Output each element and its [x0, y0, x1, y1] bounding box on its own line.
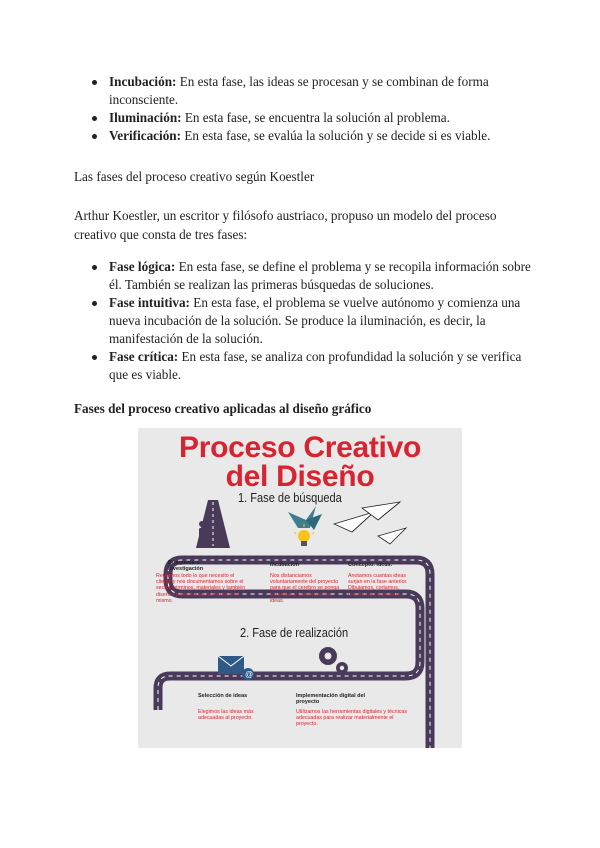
list-item — [92, 109, 532, 127]
bullet-icon — [92, 116, 97, 121]
section-title: Las fases del proceso creativo según Koestler — [74, 169, 315, 184]
infographic-title-line1: Proceso Creativo — [179, 431, 421, 464]
step-label: Implementación digital del proyecto — [296, 693, 366, 705]
step-text: Elegimos las ideas más adecuadas al proyecto. — [198, 709, 254, 722]
infographic-title-line2: del Diseño — [225, 460, 375, 493]
list-item-term: Incubación: — [109, 74, 177, 89]
list-item — [92, 348, 532, 384]
bullet-icon — [92, 134, 97, 139]
list-item-term: Fase lógica: — [109, 259, 176, 274]
list-item-text: En esta fase, se encuentra la solución al problema. — [181, 110, 450, 125]
list-item-term: Verificación: — [109, 128, 182, 143]
list-item — [92, 73, 532, 109]
bullet-icon — [92, 355, 97, 360]
list-item-term: Fase intuitiva: — [109, 295, 190, 310]
step-label: Incubación — [270, 562, 300, 568]
creative-process-infographic — [138, 428, 462, 748]
origami-bird-icon — [288, 506, 322, 530]
list-item — [92, 127, 532, 145]
list-item — [92, 258, 532, 294]
list-item-text: En esta fase, las ideas se procesan y se combinan de forma inconsciente. — [109, 74, 489, 107]
step-text: Anotamos cuantas ideas surjan en la fase anterior. Dibujamos, cortamos, recortamos, borramos,... — [348, 573, 408, 598]
step-label: Concepto. ideas. — [348, 562, 393, 568]
list-item-text: En esta fase, se evalúa la solución y se decide si es viable. — [181, 128, 491, 143]
step-label: Selección de ideas — [198, 693, 248, 699]
intro-paragraph: Arthur Koestler, un escritor y filósofo austriaco, propuso un modelo del proceso creativo que consta de tres fases: — [74, 208, 497, 242]
phase-1-title: 1. Fase de búsqueda — [238, 490, 342, 505]
list-item — [92, 294, 532, 348]
section-heading: Fases del proceso creativo aplicadas al diseño gráfico — [74, 401, 372, 416]
step-text: Utilizamos las herramientas digitales y técnicas adecuadas para realizar materialmente el proyecto. — [296, 709, 407, 728]
phase-2-title: 2. Fase de realización — [240, 625, 349, 640]
bullet-icon — [92, 265, 97, 270]
phases-list-wallas — [92, 73, 532, 145]
list-item-term: Fase crítica: — [109, 349, 179, 364]
bullet-icon — [92, 80, 97, 85]
list-item-text: En esta fase, el problema se vuelve autónomo y comienza una nueva incubación de la solución. Se produce la iluminación, es decir, la manifestación de la solución. — [109, 295, 521, 346]
gears-icon — [319, 647, 348, 674]
phases-list-koestler — [92, 258, 532, 384]
bullet-icon — [92, 301, 97, 306]
list-item-text: En esta fase, se define el problema y se recopila información sobre él. También se realizan las primeras búsquedas de soluciones. — [109, 259, 531, 292]
list-item-term: Iluminación: — [109, 110, 182, 125]
paper-planes-icon — [334, 502, 406, 544]
list-item-text: En esta fase, se analiza con profundidad la solución y se verifica que es viable. — [109, 349, 522, 382]
svg-text:@: @ — [245, 670, 254, 679]
step-text: Reunimos todo lo que necesito el cliente y nos documentamos sobre el sector, términos, materiales y también diseños y tendencias adecuados al mismo. — [156, 573, 246, 604]
step-text: Nos distanciamos voluntariamente del proyecto para que el cerebro se ponga a trabajar y suministre las ideas. — [270, 573, 340, 604]
step-label: Búsqueda o investigación — [168, 560, 204, 572]
